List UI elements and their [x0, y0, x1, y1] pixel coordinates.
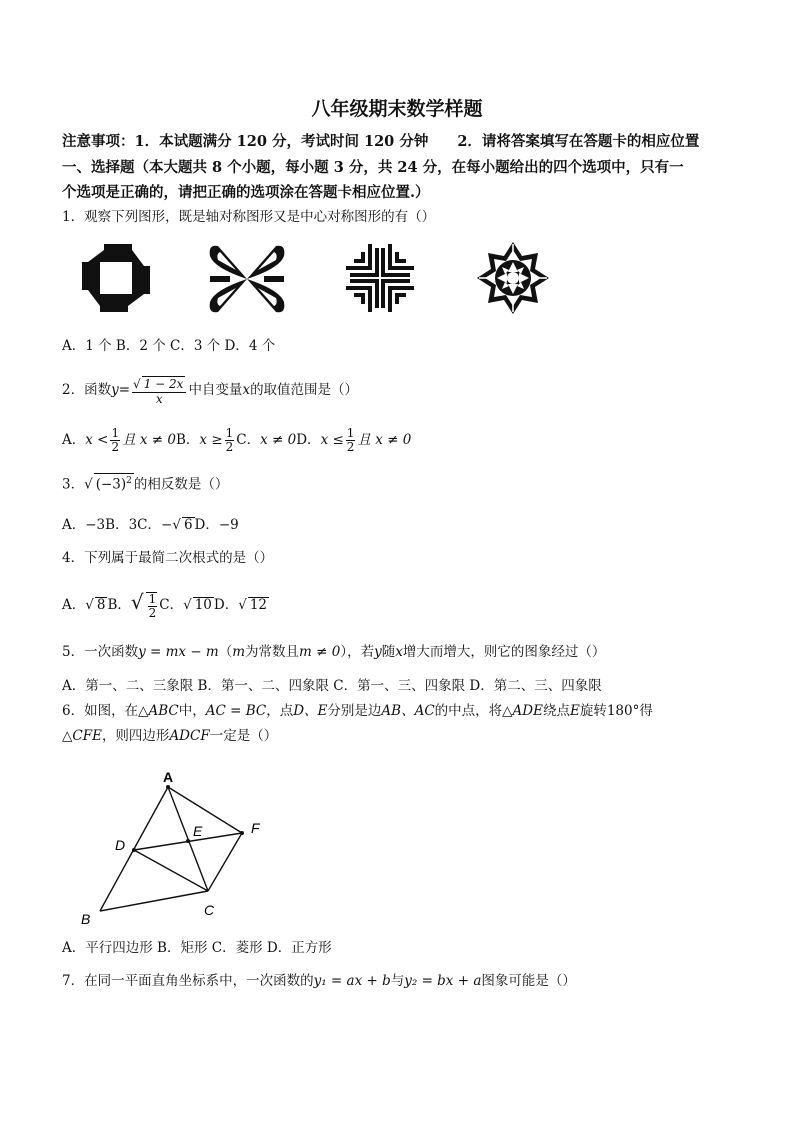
q2-prefix: 2．函数 — [62, 382, 112, 398]
q2-optB-label: B． — [176, 432, 200, 448]
label-C: C — [204, 902, 215, 918]
q5-stem: 5．一次函数y = mx − m（m为常数且m ≠ 0），若y随x增大而增大，则它的图象经过（） — [62, 644, 606, 660]
page-title: 八年级期末数学样题 — [311, 98, 483, 120]
q6-geometry-figure — [70, 770, 270, 930]
cross-brackets-icon — [344, 242, 416, 314]
q2-denominator: x — [155, 391, 163, 406]
q3-stem: 3．√ $(-3)^2$ 的相反数是（） — [62, 473, 742, 496]
q5-options: A．第一、二、三象限 B．第一、二、四象限 C．第一、三、四象限 D．第二、三、四象限 — [62, 678, 602, 694]
q2-suffix2: 的取值范围是（） — [250, 382, 359, 398]
q1-figures — [78, 240, 558, 320]
q2-optB-pre: x ≥ — [199, 432, 223, 448]
q2-optD-pre: x ≤ — [320, 432, 344, 448]
q2-stem — [62, 372, 742, 408]
q2-radicand: 1 − 2x — [143, 376, 184, 391]
label-F: F — [251, 820, 260, 836]
q6-options: A．平行四边形 B．矩形 C．菱形 D．正方形 — [62, 940, 332, 956]
q4-options: A．√ 8 B．√ $\frac{1}{2}$ C．√ 10 D．√ 12 — [62, 590, 268, 620]
notice-line-2: 一、选择题（本大题共 8 个小题，每小题 3 分，共 24 分，在每小题给出的四个选项中，只有一 — [62, 159, 684, 176]
q2-optB-frac: $\frac{1}{2}$ — [225, 426, 234, 454]
q2-optC-text: x ≠ 0 — [260, 432, 297, 448]
q6-stem-line2: △CFE，则四边形ADCF一定是（） — [62, 728, 278, 744]
q2-fraction: $\frac{√ 1 - 2x}{x}$ — [132, 376, 186, 406]
q2-optD-frac: $\frac{1}{2}$ — [346, 426, 355, 454]
notice-line-1: 注意事项：1．本试题满分 120 分，考试时间 120 分钟 2．请将答案填写在答题卡的相应位置 — [62, 133, 700, 150]
q2-eq: = — [118, 382, 131, 398]
label-B: B — [81, 911, 91, 927]
q3-radical: $(-3)^2$ — [94, 473, 134, 493]
q4-optB-frac: $\frac{1}{2}$ — [146, 592, 158, 620]
label-E: E — [193, 823, 203, 839]
q2-optD-label: D． — [296, 432, 321, 448]
star-flower-icon — [473, 240, 553, 316]
label-D: D — [115, 837, 126, 853]
q2-suffix: 中自变量 — [188, 382, 243, 398]
q2-y: y — [111, 382, 119, 398]
q2-optC-label: C． — [236, 432, 261, 448]
q2-options — [62, 422, 742, 458]
q7-stem: 7．在同一平面直角坐标系中，一次函数的y₁ = ax + b与y₂ = bx + a图象可能是（） — [62, 973, 576, 989]
q2-optA-frac: $\frac{1}{2}$ — [111, 426, 120, 454]
q2-var: x — [242, 382, 251, 398]
q6-stem-line1: 6．如图，在△ABC中，AC = BC，点D、E分别是边AB、AC的中点，将△ADE绕点E旋转180°得 — [62, 703, 653, 719]
q2-optA-post: 且 x ≠ 0 — [122, 432, 176, 448]
q2-optD-post: 且 x ≠ 0 — [357, 432, 412, 448]
q2-optA-pre: x < — [85, 432, 109, 448]
q3-options: A．−3B．3C．−√ 6 D．−9 — [62, 517, 239, 533]
q1-stem: 1．观察下列图形，既是轴对称图形又是中心对称图形的有（） — [62, 209, 436, 225]
notice-line-3: 个选项是正确的，请把正确的选项涂在答题卡相应位置.） — [62, 184, 430, 201]
q4-stem: 4．下列属于最简二次根式的是（） — [62, 550, 274, 566]
q2-optA-label: A． — [62, 432, 86, 448]
q1-options: A．1 个 B．2 个 C．3 个 D．4 个 — [62, 338, 276, 354]
label-A: A — [163, 770, 174, 785]
square-swirl-icon — [78, 240, 154, 316]
clover-icon — [206, 240, 288, 318]
